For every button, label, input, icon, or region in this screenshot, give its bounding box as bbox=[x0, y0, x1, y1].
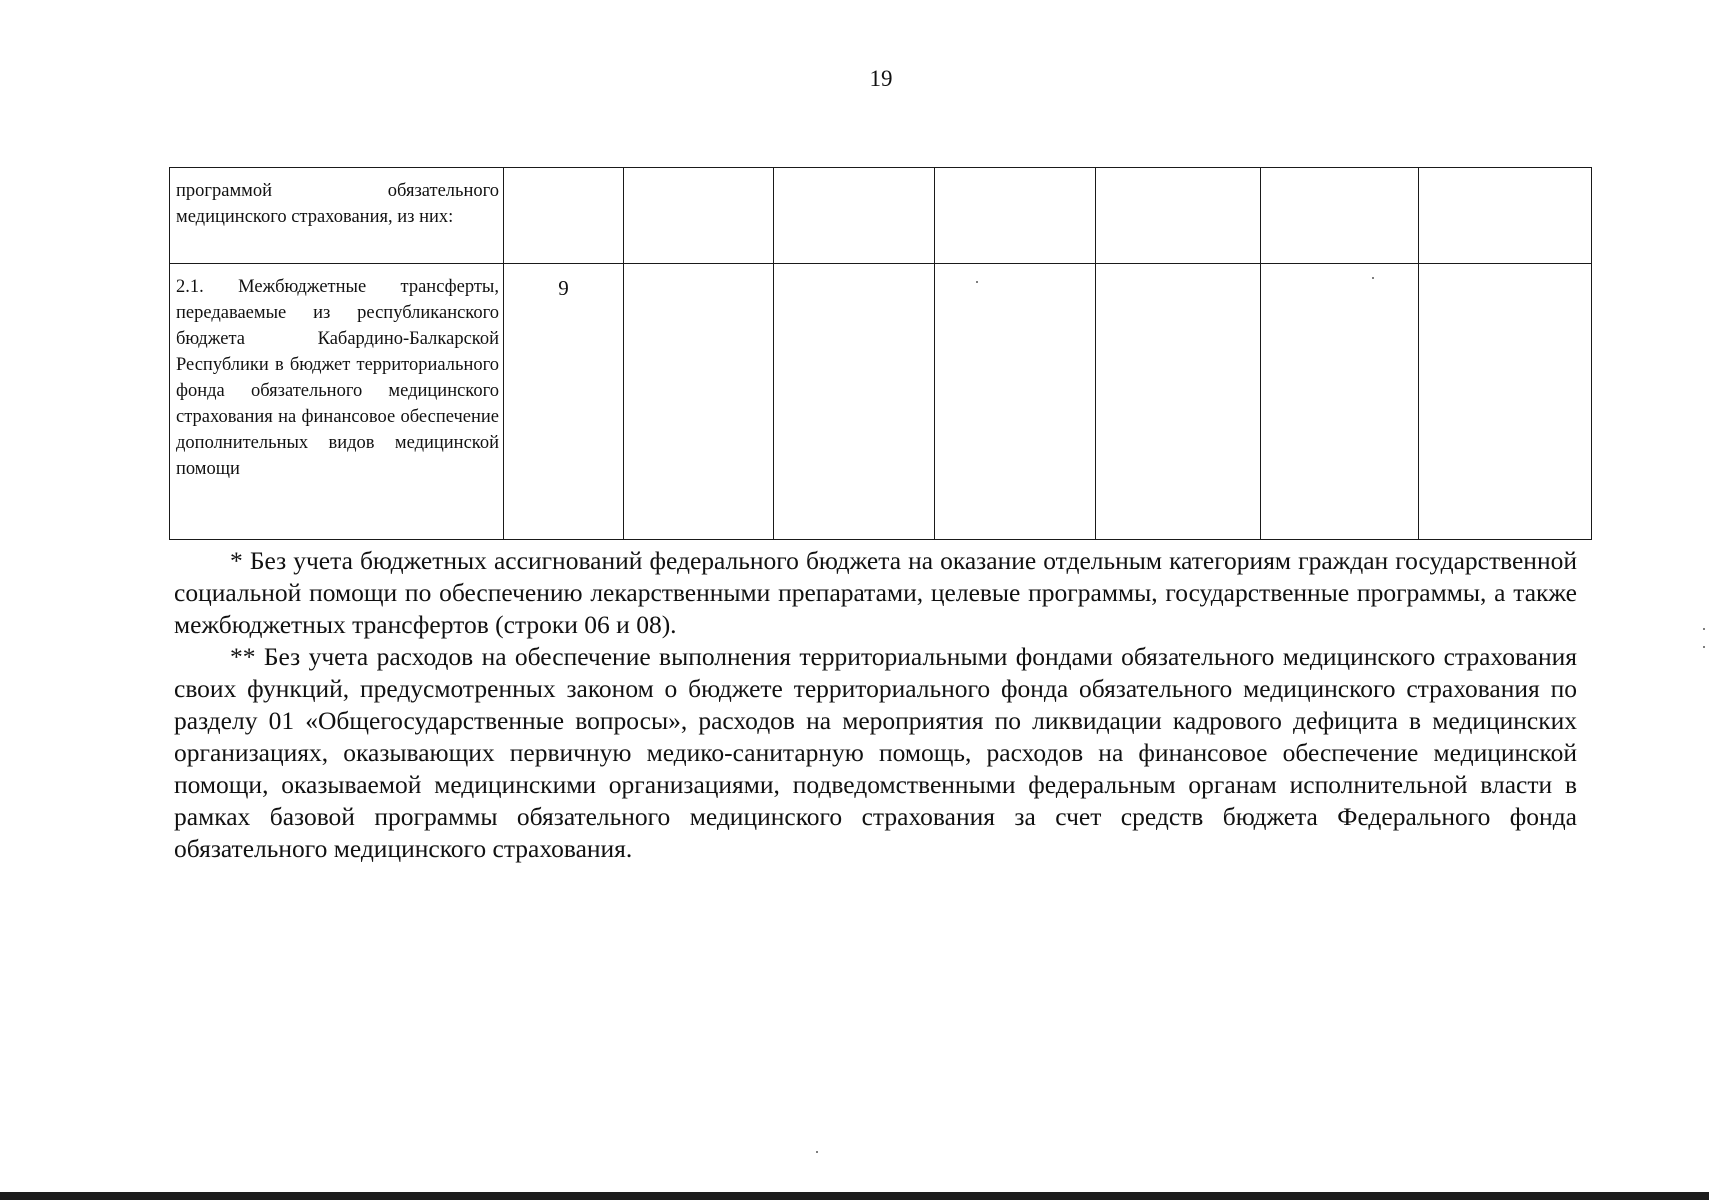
value-cell bbox=[774, 264, 935, 540]
value-cell bbox=[1261, 264, 1419, 540]
footnote-2: ** Без учета расходов на обеспечение выполнения территориальными фондами обязательного медицинского страхования своих функций, предусмотренных законом о бюджете территориального фонда обязательного медицинского страхования по разделу 01 «Общегосударственные вопросы», расходов на мероприятия по ликвидации кадрового дефицита в медицинских организациях, оказывающих первичную медико-санитарную помощь, расходов на финансовое обеспечение медицинской помощи, оказываемой медицинскими организациями, подведомственными федеральным органам исполнительной власти в рамках базовой программы обязательного медицинского страхования за счет средств бюджета Федерального фонда обязательного медицинского страхования. bbox=[174, 642, 1577, 863]
scan-speck bbox=[816, 1151, 818, 1153]
value-cell bbox=[1261, 168, 1419, 264]
budget-table bbox=[169, 167, 1592, 540]
row-line-code bbox=[504, 168, 624, 264]
value-cell bbox=[774, 168, 935, 264]
value-cell bbox=[1419, 264, 1592, 540]
row-description: программой обязательного медицинского страхования, из них: bbox=[170, 168, 504, 264]
value-cell bbox=[935, 264, 1096, 540]
scan-speck bbox=[1703, 628, 1705, 630]
table-row bbox=[170, 264, 1592, 540]
value-cell bbox=[1096, 168, 1261, 264]
row-description: 2.1. Межбюджетные трансферты, передаваемые из республиканского бюджета Кабардино-Балкарской Республики в бюджет территориального фонда обязательного медицинского страхования на финансовое обеспечение дополнительных видов медицинской помощи bbox=[170, 264, 504, 540]
value-cell bbox=[1419, 168, 1592, 264]
scan-speck bbox=[1703, 646, 1705, 648]
scan-edge-bar bbox=[0, 1192, 1709, 1200]
value-cell bbox=[1096, 264, 1261, 540]
footnotes bbox=[174, 545, 1577, 865]
page-number: 19 bbox=[869, 66, 893, 91]
footnote-1: * Без учета бюджетных ассигнований федерального бюджета на оказание отдельным категориям граждан государственной социальной помощи по обеспечению лекарственными препаратами, целевые программы, государственные программы, а также межбюджетных трансфертов (строки 06 и 08). bbox=[174, 546, 1577, 639]
table-row bbox=[170, 168, 1592, 264]
scan-speck bbox=[1372, 277, 1374, 279]
value-cell bbox=[935, 168, 1096, 264]
row-line-code: 9 bbox=[504, 264, 624, 540]
value-cell bbox=[624, 264, 774, 540]
value-cell bbox=[624, 168, 774, 264]
scan-speck bbox=[976, 281, 978, 283]
